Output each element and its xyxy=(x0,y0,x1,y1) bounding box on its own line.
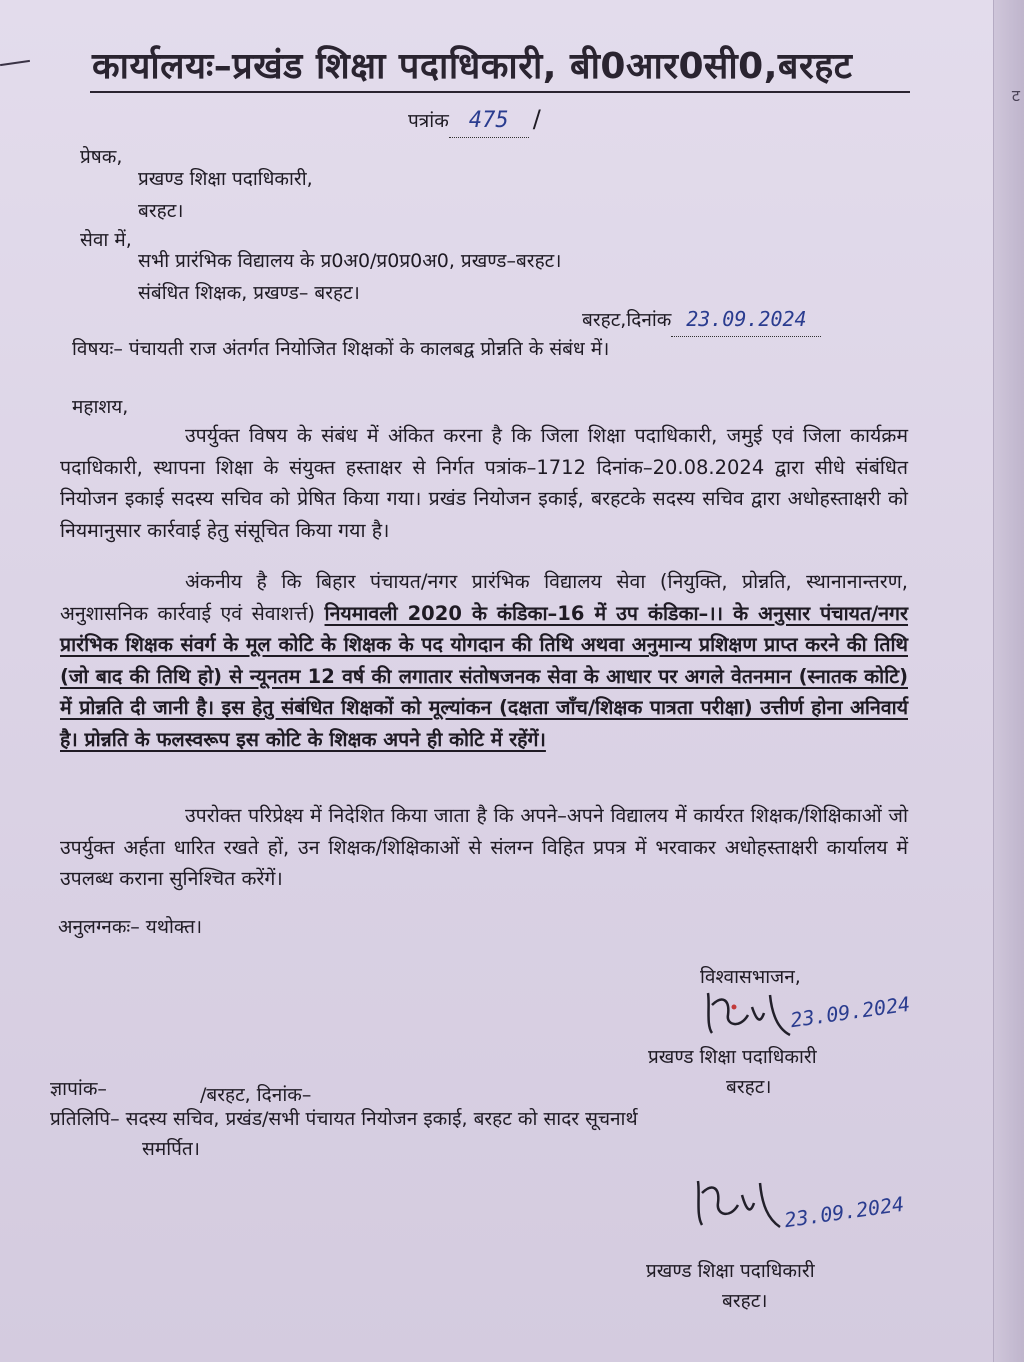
subject-line: विषयः– पंचायती राज अंतर्गत नियोजित शिक्षकों के कालबद्व प्रोन्नति के संबंध में। xyxy=(72,338,610,360)
sender-label: प्रेषक, xyxy=(80,146,123,168)
recipient-label: सेवा में, xyxy=(80,229,132,251)
header-underline xyxy=(90,91,910,93)
adjacent-page-text: ट xyxy=(1011,86,1020,105)
memo-rest: /बरहट, दिनांक– xyxy=(200,1084,312,1106)
signature-2-date: 23.09.2024 xyxy=(782,1191,906,1233)
signature-1-designation: प्रखण्ड शिक्षा पदाधिकारी xyxy=(648,1046,817,1068)
salutation: महाशय, xyxy=(72,396,129,418)
paragraph-3-text: उपरोक्त परिप्रेक्ष्य में निदेशित किया जाता है कि अपने–अपने विद्यालय में कार्यरत शिक्षक/शिक्षिकाओं जो उपर्युक्त अर्हता धारित रखते हों, उन शिक्षक/शिक्षिकाओं से संलग्न विहित प्रपत्र में भरवाकर अधोहस्ताक्षरी कार्यालय में उपलब्ध कराना सुनिश्चित करेंगें। xyxy=(60,804,908,890)
closing-text: विश्वासभाजन, xyxy=(700,966,801,988)
enclosure-line: अनुलग्नकः– यथोक्त। xyxy=(58,916,203,938)
sender-line1: प्रखण्ड शिक्षा पदाधिकारी, xyxy=(138,168,313,190)
paragraph-1-text: उपर्युक्त विषय के संबंध में अंकित करना है कि जिला शिक्षा पदाधिकारी, जमुई एवं जिला कार्यक्रम पदाधिकारी, स्थापना शिक्षा के संयुक्त हस्ताक्षर से निर्गत पत्रांक–1712 दिनांक–20.08.2024 द्वारा सीधे संबंधित नियोजन इकाई सदस्य सचिव को प्रेषित किया गया। प्रखंड नियोजन इकाई, बरहटके सदस्य सचिव द्वारा अधोहस्ताक्षरी को नियमानुसार कार्रवाई हेतु संसूचित किया गया है। xyxy=(60,424,908,542)
date-line xyxy=(582,304,821,337)
letter-number-label: पत्रांक xyxy=(408,110,449,132)
recipient-line1: सभी प्रारंभिक विद्यालय के प्र0अ0/प्र0प्र0अ0, प्रखण्ड–बरहट। xyxy=(138,250,562,272)
copy-line2: समर्पित। xyxy=(142,1138,200,1160)
letter-number xyxy=(408,104,541,138)
paragraph-2-bold-underlined-text: नियमावली 2020 के कंडिका–16 में उप कंडिका–।। के अनुसार पंचायत/नगर प्रारंभिक शिक्षक संवर्ग के मूल कोटि के शिक्षक के पद योगदान की तिथि अथवा अनुमान्य प्रशिक्षण प्राप्त करने की तिथि (जो बाद की तिथि हो) से न्यूनतम 12 वर्ष की लगातार संतोषजनक सेवा के आधार पर अगले वेतनमान (स्नातक कोटि) में प्रोन्नति दी जानी है। इस हेतु संबंधित शिक्षकों को मूल्यांकन (दक्षता जाँच/शिक्षक पात्रता परीक्षा) उत्तीर्ण होना अनिवार्य है। प्रोन्नति के फलस्वरूप इस कोटि के शिक्षक अपने ही कोटि में रहेंगें। xyxy=(60,601,909,751)
paragraph-2 xyxy=(60,566,908,755)
date-label: बरहट,दिनांक xyxy=(582,309,672,331)
signature-2-place: बरहट। xyxy=(722,1290,768,1312)
signature-2-designation: प्रखण्ड शिक्षा पदाधिकारी xyxy=(646,1260,815,1282)
paragraph-2-normal-text: अंकनीय है कि बिहार पंचायत/नगर प्रारंभिक विद्यालय सेवा (नियुक्ति, प्रोन्नति, स्थानानान्तरण, अनुशासनिक कार्रवाई एवं सेवाशर्त्त) xyxy=(60,570,908,625)
letter-number-value: 475 xyxy=(468,108,509,133)
signature-2-icon xyxy=(690,1175,790,1235)
paragraph-3 xyxy=(60,800,908,895)
recipient-line2: संबंधित शिक्षक, प्रखण्ड– बरहट। xyxy=(138,282,360,304)
date-value: 23.09.2024 xyxy=(686,307,807,331)
signature-1-place: बरहट। xyxy=(726,1076,772,1098)
office-header: कार्यालयः–प्रखंड शिक्षा पदाधिकारी, बी0आर0सी0,बरहट xyxy=(92,46,853,87)
letter-number-slash: / xyxy=(532,105,541,133)
signature-1-date: 23.09.2024 xyxy=(788,991,912,1033)
edge-mark xyxy=(0,60,30,66)
adjacent-page-strip xyxy=(993,0,1024,1362)
memo-label: ज्ञापांक– xyxy=(50,1078,107,1100)
sender-line2: बरहट। xyxy=(138,200,184,222)
copy-line1: प्रतिलिपि– सदस्य सचिव, प्रखंड/सभी पंचायत नियोजन इकाई, बरहट को सादर सूचनार्थ xyxy=(50,1108,638,1130)
paragraph-1 xyxy=(60,420,908,546)
